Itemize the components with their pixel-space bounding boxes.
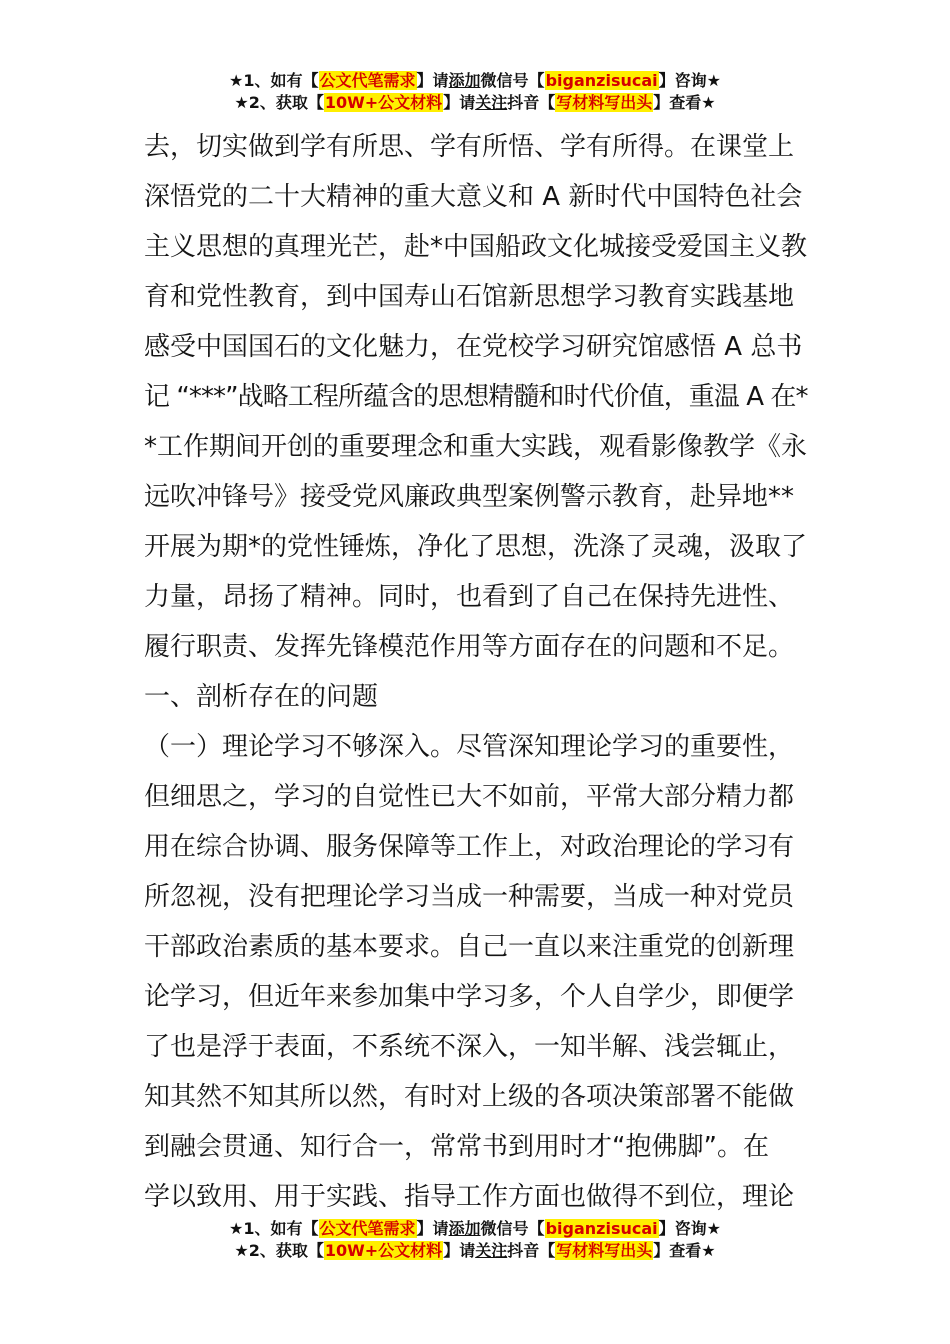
body-text-line: 但细思之，学习的自觉性已大不如前，平常大部分精力都 — [144, 782, 795, 812]
footer-banner — [0, 1218, 950, 1262]
highlight-service: 公文代笔需求 — [319, 1219, 416, 1238]
highlight-service: 公文代笔需求 — [319, 71, 416, 90]
body-text-line: *工作期间开创的重要理念和重大实践，观看影像教学《永 — [144, 432, 808, 462]
body-text-line: 一、剖析存在的问题 — [144, 682, 379, 712]
body-text-line: 知其然不知其所以然，有时对上级的各项决策部署不能做 — [144, 1082, 795, 1112]
highlight-materials: 10W+公文材料 — [324, 1241, 443, 1260]
body-text-line: 论学习，但近年来参加集中学习多，个人自学少，即便学 — [144, 982, 795, 1012]
highlight-wechat-id: biganzisucai — [545, 71, 658, 90]
highlight-wechat-id: biganzisucai — [545, 1219, 658, 1238]
body-text-line: 到融会贯通、知行合一，常常书到用时才“抱佛脚”。在 — [144, 1132, 769, 1162]
body-text-line: 干部政治素质的基本要求。自己一直以来注重党的创新理 — [144, 932, 795, 962]
body-text-line: 育和党性教育，到中国寿山石馆新思想学习教育实践基地 — [144, 282, 795, 312]
banner-line-2: ★2、获取【10W+公文材料】请关注抖音【写材料写出头】查看★ — [234, 1241, 716, 1260]
body-text-line: 去，切实做到学有所思、学有所悟、学有所得。在课堂上 — [144, 132, 795, 162]
highlight-materials: 10W+公文材料 — [324, 93, 443, 112]
body-text-line: （一）理论学习不够深入。尽管深知理论学习的重要性， — [144, 732, 795, 762]
highlight-douyin: 写材料写出头 — [556, 1241, 653, 1260]
document-body — [144, 122, 808, 1222]
body-text-line: 深悟党的二十大精神的重大意义和 A 新时代中国特色社会 — [144, 182, 803, 212]
body-text-line: 力量，昂扬了精神。同时，也看到了自己在保持先进性、 — [144, 582, 795, 612]
body-text-line: 主义思想的真理光芒，赴*中国船政文化城接受爱国主义教 — [144, 232, 808, 262]
body-text-line: 感受中国国石的文化魅力，在党校学习研究馆感悟 A 总书 — [144, 332, 803, 362]
highlight-douyin: 写材料写出头 — [556, 93, 653, 112]
body-text-line: 用在综合协调、服务保障等工作上，对政治理论的学习有 — [144, 832, 795, 862]
banner-line-1: ★1、如有【公文代笔需求】请添加微信号【biganzisucai】咨询★ — [229, 1219, 721, 1238]
body-text-line: 学以致用、用于实践、指导工作方面也做得不到位，理论 — [144, 1182, 795, 1212]
body-text-line: 履行职责、发挥先锋模范作用等方面存在的问题和不足。 — [144, 632, 795, 662]
body-text-line: 远吹冲锋号》接受党风廉政典型案例警示教育，赴异地** — [144, 482, 795, 512]
banner-line-1: ★1、如有【公文代笔需求】请添加微信号【biganzisucai】咨询★ — [229, 71, 721, 90]
body-text-line: 了也是浮于表面，不系统不深入，一知半解、浅尝辄止， — [144, 1032, 795, 1062]
body-text-line: 开展为期*的党性锤炼，净化了思想，洗涤了灵魂，汲取了 — [144, 532, 808, 562]
header-banner — [0, 70, 950, 114]
body-text-line: 所忽视，没有把理论学习当成一种需要，当成一种对党员 — [144, 882, 795, 912]
body-text-line: 记 “***”战略工程所蕴含的思想精髓和时代价值，重温 A 在* — [144, 382, 808, 412]
banner-line-2: ★2、获取【10W+公文材料】请关注抖音【写材料写出头】查看★ — [234, 93, 716, 112]
